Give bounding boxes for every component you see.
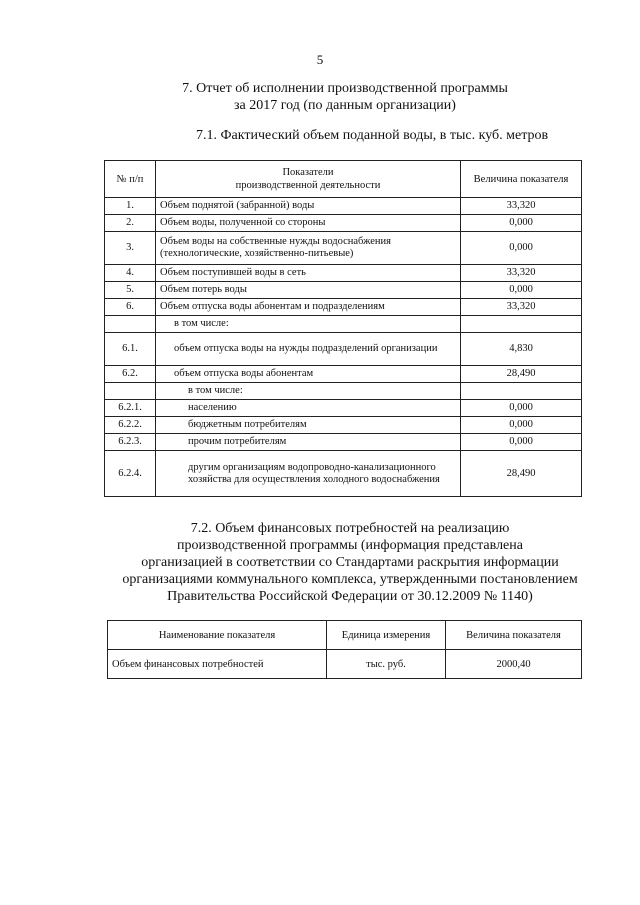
table-row [105,417,582,434]
row-label: Объем поступившей воды в сеть [156,265,461,282]
section-7-2-line1: 7.2. Объем финансовых потребностей на реализацию [190,521,510,536]
row-value [461,383,582,400]
row-value: 28,490 [461,451,582,497]
table-row [105,434,582,451]
header-indicator-line1: Показатели [282,167,334,178]
header-name: Наименование показателя [108,621,327,650]
table-header-row [108,621,582,650]
row-value: 4,830 [461,333,582,366]
row-num: 5. [105,282,156,299]
section-7-title [150,80,540,114]
header-num: № п/п [105,161,156,198]
row-num: 4. [105,265,156,282]
header-value: Величина показателя [446,621,582,650]
table-row [105,232,582,265]
row-num: 6.2.4. [105,451,156,497]
row-value: 28,490 [461,366,582,383]
row-num: 6.2.2. [105,417,156,434]
header-indicator-line2: производственной деятельности [235,180,381,191]
table-row [105,299,582,316]
row-value: 33,320 [461,265,582,282]
row-num [105,383,156,400]
row-num: 6.2.1. [105,400,156,417]
row-value: 33,320 [461,198,582,215]
row-num: 6. [105,299,156,316]
header-indicator [156,161,461,198]
row-label: объем отпуска воды абонентам [156,366,461,383]
page-number: 5 [316,52,324,67]
section-7-2-title [120,520,580,605]
row-num: 6.1. [105,333,156,366]
row-num [105,316,156,333]
row-label: в том числе: [156,316,461,333]
row-value [461,316,582,333]
row-label: Объем поднятой (забранной) воды [156,198,461,215]
row-value: 2000,40 [446,650,582,679]
table-row [105,215,582,232]
row-unit: тыс. руб. [327,650,446,679]
row-label: бюджетным потребителям [156,417,461,434]
row-label: другим организациям водопроводно-канализационного хозяйства для осуществления холодного водоснабжения [156,451,461,497]
row-num: 2. [105,215,156,232]
section-7-2-line5: Правительства Российской Федерации от 30.12.2009 № 1140) [167,589,533,604]
header-value: Величина показателя [461,161,582,198]
table-row [105,198,582,215]
row-value: 33,320 [461,299,582,316]
row-num: 6.2.3. [105,434,156,451]
row-label: населению [156,400,461,417]
section-7-2-line4: организациями коммунального комплекса, утвержденными постановлением [122,572,578,587]
row-label: объем отпуска воды на нужды подразделений организации [156,333,461,366]
table-row [105,366,582,383]
table-row [105,383,582,400]
row-value: 0,000 [461,282,582,299]
row-value: 0,000 [461,215,582,232]
row-value: 0,000 [461,400,582,417]
table-row [105,282,582,299]
section-7-2-line3: организацией в соответствии со Стандартами раскрытия информации [141,555,559,570]
section-7-title-line2: за 2017 год (по данным организации) [234,98,456,113]
table-row [105,333,582,366]
row-num: 1. [105,198,156,215]
table-row [108,650,582,679]
table-row [105,265,582,282]
section-7-title-line1: 7. Отчет об исполнении производственной программы [182,81,508,96]
row-label: Объем отпуска воды абонентам и подразделениям [156,299,461,316]
table-row [105,451,582,497]
row-value: 0,000 [461,232,582,265]
section-7-2-line2: производственной программы (информация представлена [177,538,523,553]
row-num: 3. [105,232,156,265]
row-label: Объем потерь воды [156,282,461,299]
header-unit: Единица измерения [327,621,446,650]
row-label: прочим потребителям [156,434,461,451]
row-value: 0,000 [461,434,582,451]
water-volume-table [104,160,582,497]
row-label: Объем воды на собственные нужды водоснабжения (технологические, хозяйственно-питьевые) [156,232,461,265]
table-header-row [105,161,582,198]
table-row [105,400,582,417]
row-label: Объем воды, полученной со стороны [156,215,461,232]
row-label: в том числе: [156,383,461,400]
section-7-1-title: 7.1. Фактический объем поданной воды, в тыс. куб. метров [196,128,549,143]
financial-needs-table [107,620,582,679]
table-row [105,316,582,333]
row-name: Объем финансовых потребностей [108,650,327,679]
row-value: 0,000 [461,417,582,434]
row-num: 6.2. [105,366,156,383]
